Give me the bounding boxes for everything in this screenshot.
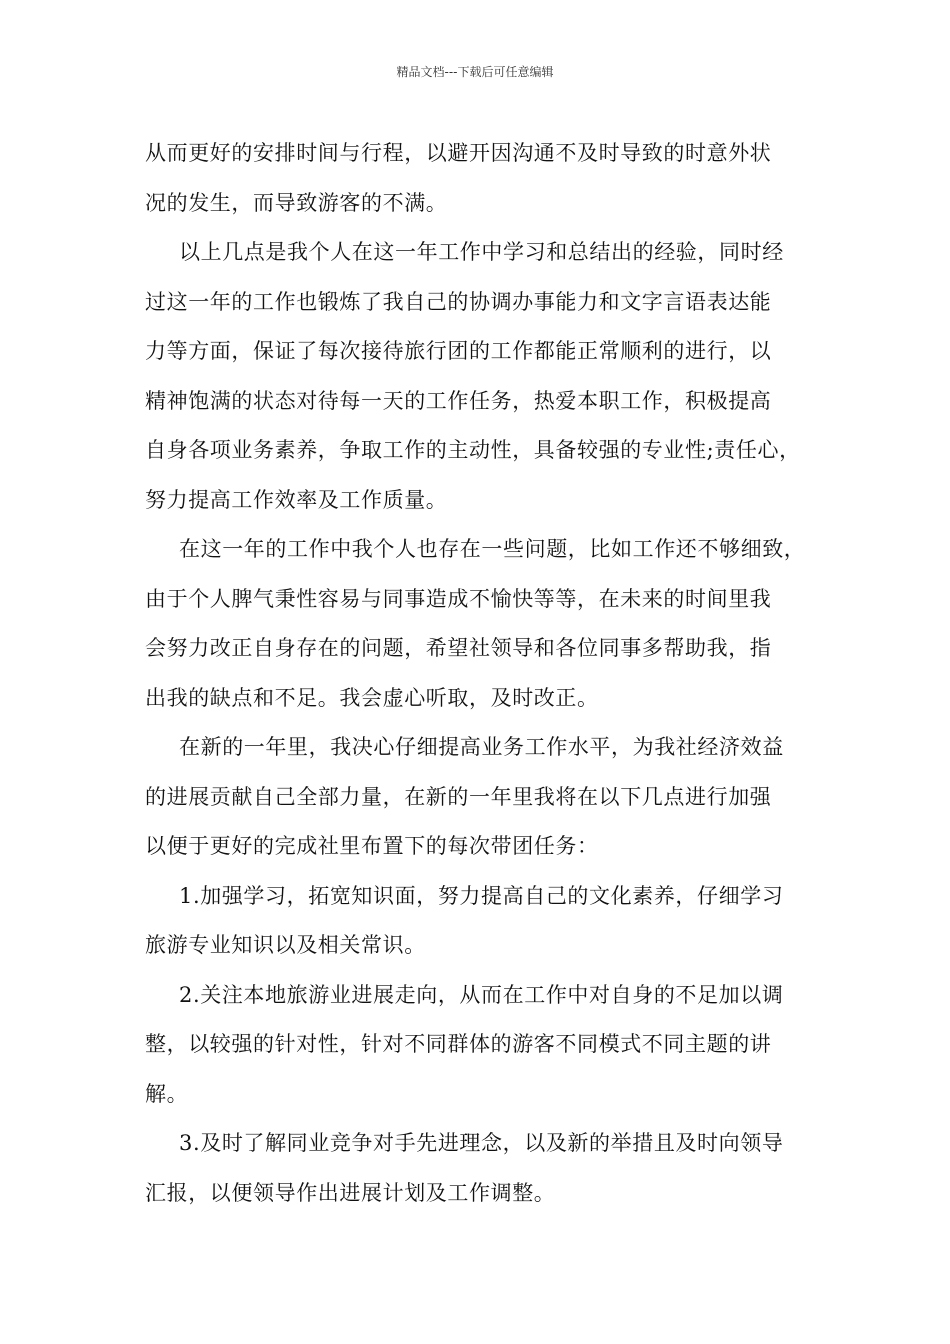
text-line: 的进展贡献自己全部力量，在新的一年里我将在以下几点进行加强 (145, 784, 772, 809)
document-body (145, 129, 817, 1218)
text-line: 从而更好的安排时间与行程，以避开因沟通不及时导致的时意外状 (145, 141, 772, 165)
list-item-2-line: 2.关注本地旅游业进展走向，从而在工作中对自身的不足加以调 (179, 982, 784, 1007)
text-line: 力等方面，保证了每次接待旅行团的工作都能正常顺利的进行，以 (145, 339, 772, 363)
paragraph-first-line: 在这一年的工作中我个人也存在一些问题，比如工作还不够细致， (179, 537, 806, 561)
text-line: 汇报，以便领导作出进展计划及工作调整。 (145, 1180, 556, 1205)
text-line: 旅游专业知识以及相关常识。 (145, 933, 426, 957)
text-line: 会努力改正自身存在的问题，希望社领导和各位同事多帮助我，指 (145, 636, 772, 660)
text-line: 出我的缺点和不足。我会虚心听取，及时改正。 (145, 685, 599, 710)
list-item-3-line: 3.及时了解同业竞争对手先进理念，以及新的举措且及时向领导 (179, 1131, 784, 1155)
text-line: 解。 (145, 1081, 189, 1106)
list-item-1-line: 1.加强学习，拓宽知识面，努力提高自己的文化素养，仔细学习 (179, 883, 784, 908)
page-header: 精品文档---下载后可任意编辑 (396, 65, 554, 79)
text-line: 由于个人脾气秉性容易与同事造成不愉快等等，在未来的时间里我 (145, 586, 772, 611)
text-line: 过这一年的工作也锻炼了我自己的协调办事能力和文字言语表达能 (145, 289, 772, 314)
text-line: 以便于更好的完成社里布置下的每次带团任务： (145, 834, 599, 858)
paragraph-first-line: 在新的一年里，我决心仔细提高业务工作水平，为我社经济效益 (179, 735, 784, 759)
text-line: 整，以较强的针对性，针对不同群体的游客不同模式不同主题的讲 (145, 1032, 772, 1056)
text-line: 精神饱满的状态对待每一天的工作任务，热爱本职工作，积极提高 (145, 388, 772, 413)
paragraph-first-line: 以上几点是我个人在这一年工作中学习和总结出的经验，同时经 (179, 240, 784, 264)
text-line: 况的发生，而导致游客的不满。 (145, 190, 448, 215)
text-line: 努力提高工作效率及工作质量。 (145, 487, 448, 512)
text-line: 自身各项业务素养，争取工作的主动性，具备较强的专业性;责任心， (145, 438, 801, 462)
